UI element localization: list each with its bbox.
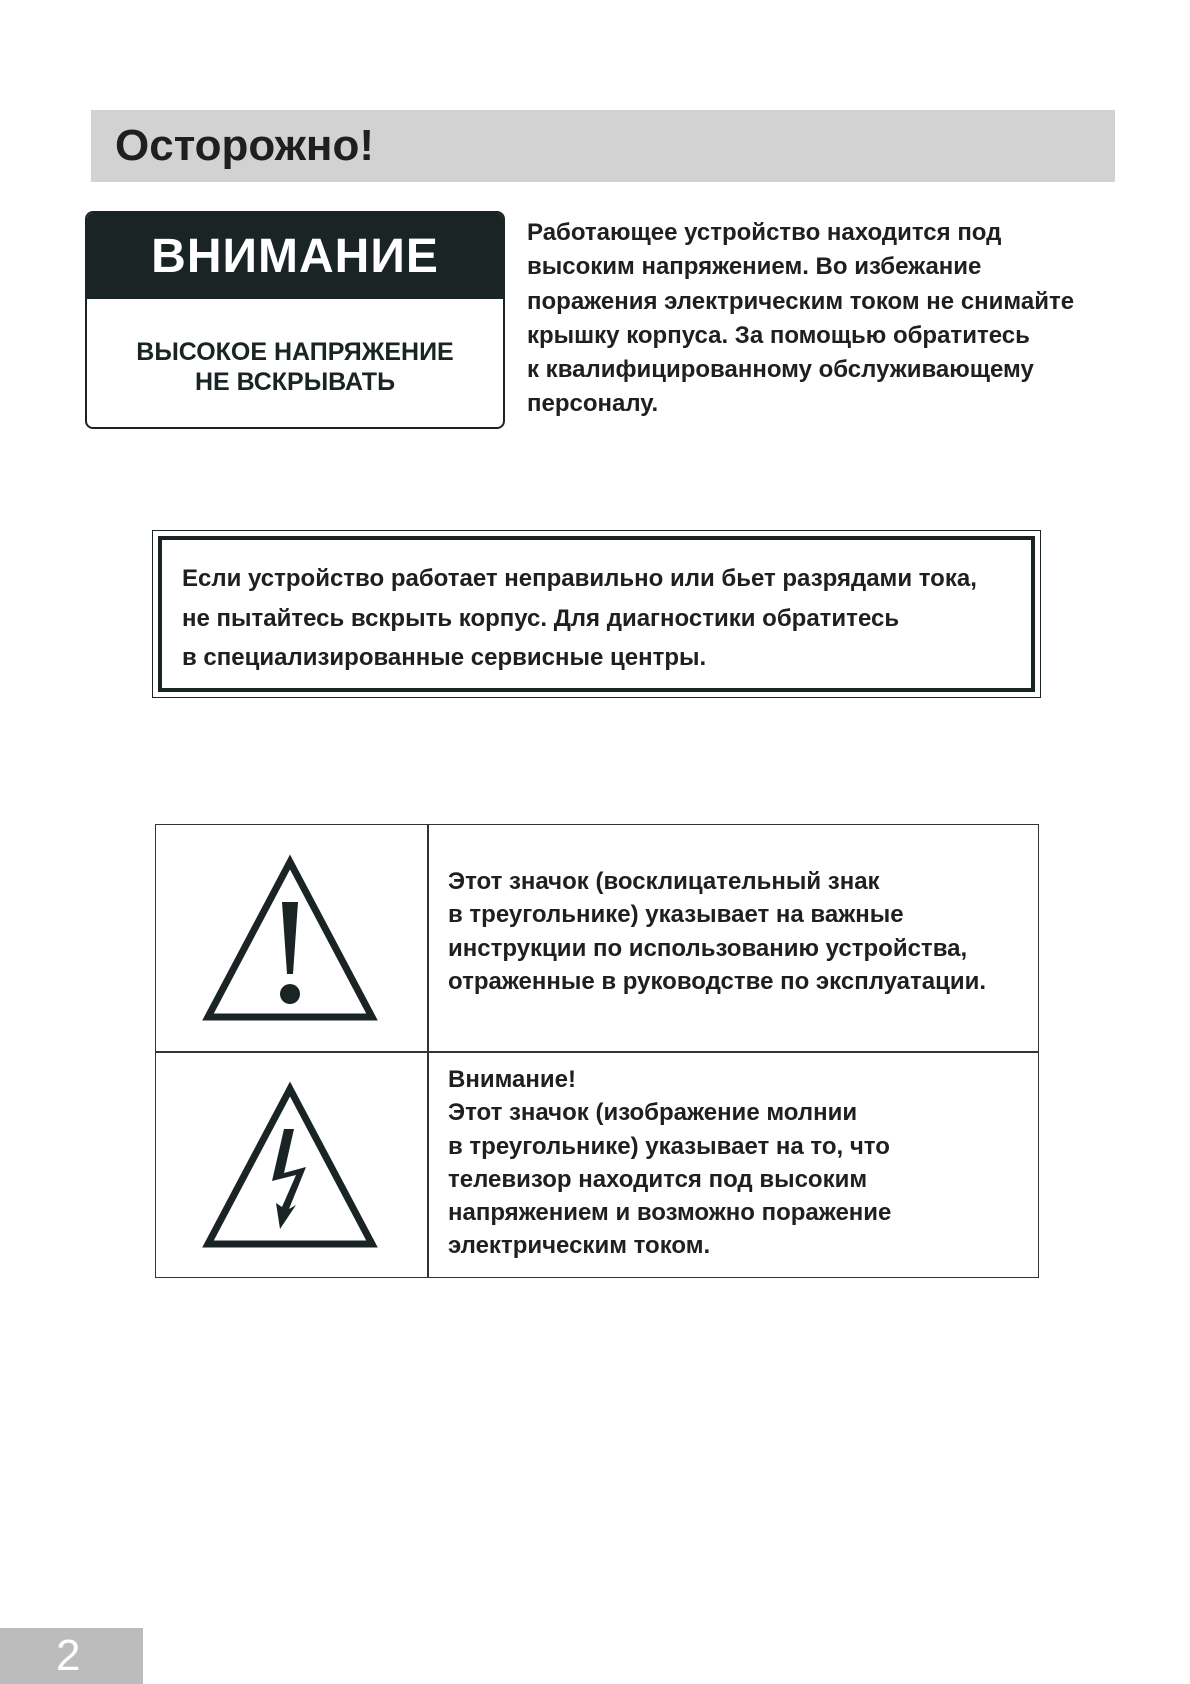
intro-paragraph bbox=[527, 216, 1127, 422]
paragraph-line: поражения электрическим током не снимайте bbox=[527, 287, 1075, 315]
symbol-description-line: Этот значок (восклицательный знак bbox=[448, 868, 880, 895]
exclamation-triangle-icon bbox=[200, 854, 380, 1024]
symbol-description-line: телевизор находится под высоким bbox=[448, 1165, 868, 1193]
symbol-description-line: отраженные в руководстве по эксплуатации. bbox=[448, 967, 987, 995]
notice-line: в специализированные сервисные центры. bbox=[182, 644, 707, 671]
symbol-description bbox=[448, 865, 1028, 998]
symbol-description-line: инструкции по использованию устройства, bbox=[448, 934, 968, 962]
warning-label-heading: ВНИМАНИЕ bbox=[87, 213, 503, 299]
paragraph-line: высоким напряжением. Во избежание bbox=[527, 253, 982, 281]
symbol-description-line: Этот значок (изображение молнии bbox=[448, 1099, 858, 1127]
symbol-description bbox=[448, 1063, 1028, 1263]
symbol-description-line: в треугольнике) указывает на то, что bbox=[448, 1132, 890, 1160]
warning-label-line: ВЫСОКОЕ НАПРЯЖЕНИЕ bbox=[136, 338, 454, 366]
warning-label-body bbox=[87, 299, 503, 397]
page-title: Осторожно! bbox=[115, 121, 375, 170]
high-voltage-warning-label bbox=[85, 211, 505, 429]
symbol-description-line: в треугольнике) указывает на важные bbox=[448, 901, 904, 929]
paragraph-line: крышку корпуса. За помощью обратитесь bbox=[527, 321, 1030, 349]
notice-line: Если устройство работает неправильно или бьет разрядами тока, bbox=[182, 565, 977, 592]
page-number: 2 bbox=[56, 1631, 81, 1680]
notice-text bbox=[182, 559, 1042, 678]
warning-label-line: НЕ ВСКРЫВАТЬ bbox=[194, 368, 396, 396]
paragraph-line: к квалифицированному обслуживающему bbox=[527, 356, 1034, 384]
paragraph-line: Работающее устройство находится под bbox=[527, 219, 1002, 246]
notice-line: не пытайтесь вскрыть корпус. Для диагностики обратитесь bbox=[182, 604, 900, 632]
symbol-description-line: электрическим током. bbox=[448, 1232, 711, 1260]
symbol-description-line: напряжением и возможно поражение bbox=[448, 1199, 892, 1227]
paragraph-line: персоналу. bbox=[527, 390, 659, 418]
table-row-divider bbox=[156, 1051, 1038, 1053]
symbol-description-line: Внимание! bbox=[448, 1066, 576, 1093]
lightning-triangle-icon bbox=[200, 1081, 380, 1251]
